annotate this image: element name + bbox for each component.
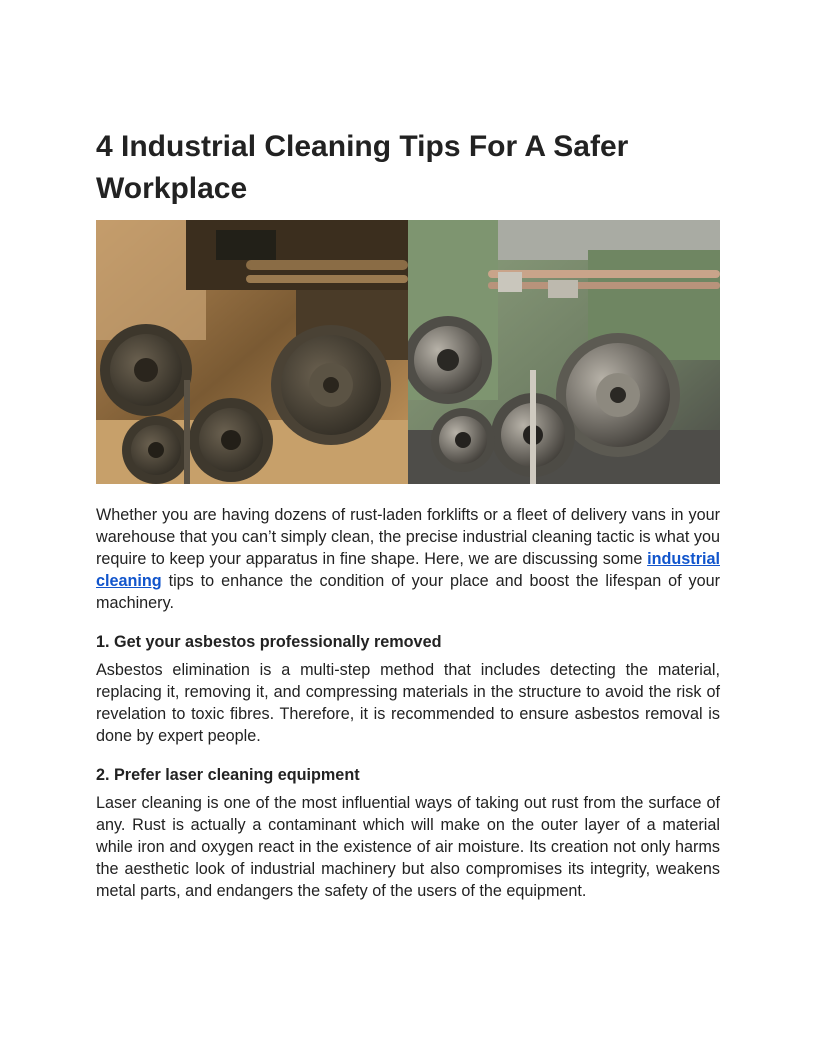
intro-paragraph (96, 504, 720, 614)
section-asbestos (96, 631, 720, 747)
section-laser-cleaning (96, 764, 720, 902)
section-heading: 2. Prefer laser cleaning equipment (96, 766, 360, 784)
section-body: Asbestos elimination is a multi-step method that includes detecting the material, replacing it, removing it, and compressing materials in the structure to avoid the risk of revelation to toxic fibres. Therefore, it is recommended to ensure asbestos removal is done by expert people. (96, 661, 720, 745)
gears-comparison-figure (96, 220, 720, 484)
article-body (96, 504, 720, 919)
industrial-cleaning-link[interactable]: industrial cleaning (96, 550, 720, 590)
page-title: 4 Industrial Cleaning Tips For A Safer Workplace (96, 130, 629, 205)
dirty-gears-image (96, 220, 408, 484)
intro-text-end: tips to enhance the condition of your place and boost the lifespan of your machinery. (96, 572, 720, 612)
intro-text-start: Whether you are having dozens of rust-laden forklifts or a fleet of delivery vans in your warehouse that you can’t simply clean, the precise industrial cleaning tactic is what you require to keep your apparatus in fine shape. Here, we are discussing some (96, 506, 720, 568)
clean-gears-image (408, 220, 720, 484)
section-body: Laser cleaning is one of the most influential ways of taking out rust from the surface of any. Rust is actually a contaminant which will make on the outer layer of a material while iron and oxygen react in the existence of air moisture. Its creation not only harms the aesthetic look of industrial machinery but also compromises its integrity, weakens metal parts, and endangers the safety of the users of the equipment. (96, 794, 720, 900)
section-heading: 1. Get your asbestos professionally removed (96, 633, 442, 651)
